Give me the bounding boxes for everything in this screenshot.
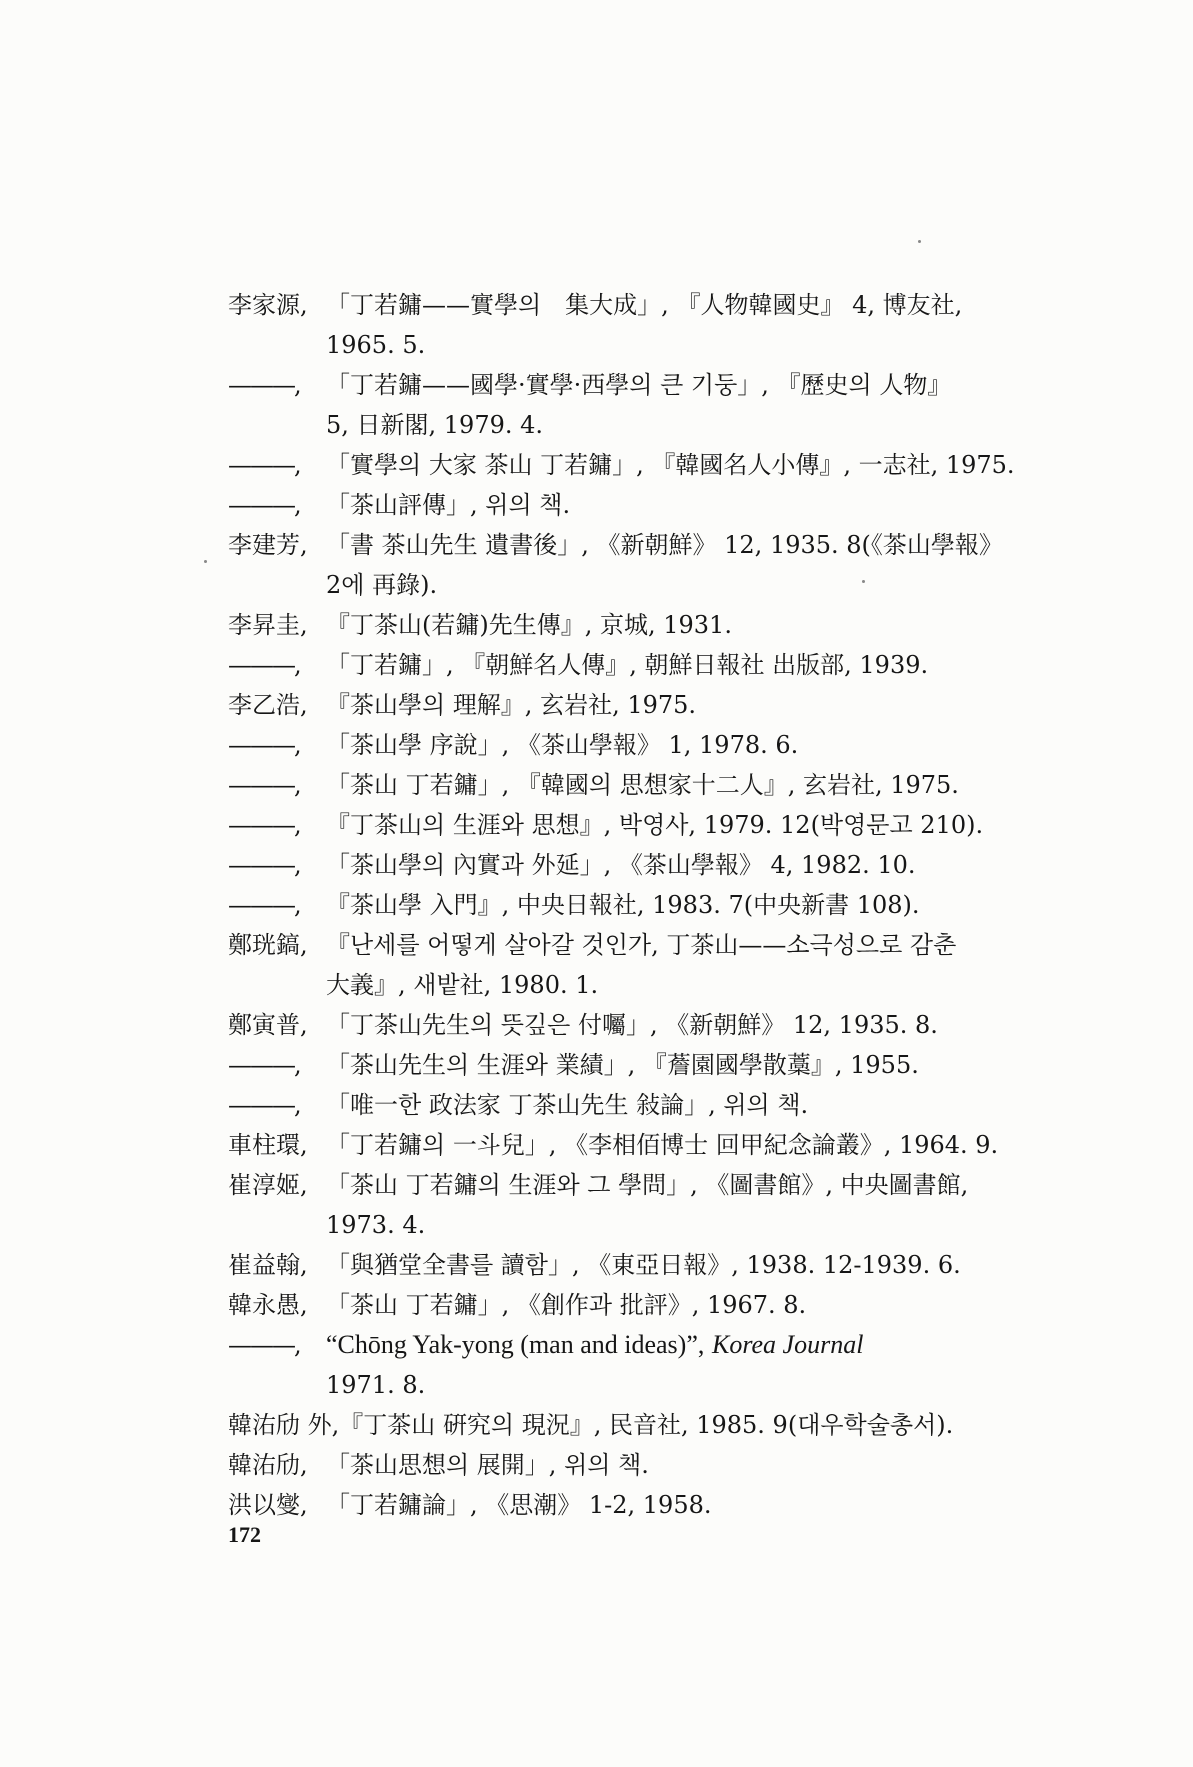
entry-continuation: 1971. 8. — [326, 1371, 426, 1399]
entry-author: 洪以燮, — [228, 1491, 308, 1519]
entry-text: 『난세를 어떻게 살아갈 것인가, 丁茶山——소극성으로 감춘 — [326, 931, 957, 959]
entry-text: 「唯一한 政法家 丁茶山先生 敍論」, 위의 책. — [326, 1091, 809, 1119]
bib-entry — [228, 1485, 1028, 1525]
entry-author: 李昇圭, — [228, 611, 308, 639]
paper-speck — [204, 560, 207, 563]
bibliography-list — [228, 285, 1028, 1525]
bib-entry — [228, 885, 1028, 925]
entry-author: 車柱環, — [228, 1131, 308, 1159]
entry-text: 「丁若鏞——國學·實學·西學의 큰 기둥」, 『歷史의 人物』 — [326, 371, 952, 399]
entry-author: 李乙浩, — [228, 691, 308, 719]
entry-text: 「與猶堂全書를 讀함」, 《東亞日報》, 1938. 12-1939. 6. — [326, 1251, 961, 1279]
entry-author-ditto: ———, — [228, 811, 300, 839]
bib-entry — [228, 1125, 1028, 1165]
entry-author: 韓㳓劤, — [228, 1451, 308, 1479]
bib-entry — [228, 685, 1028, 725]
entry-text: 「書 茶山先生 遺書後」, 《新朝鮮》 12, 1935. 8(《茶山學報》 — [326, 531, 1003, 559]
entry-text: 「丁若鏞論」, 《思潮》 1-2, 1958. — [326, 1491, 712, 1519]
entry-continuation: 2에 再錄). — [326, 571, 438, 599]
entry-text: 「丁若鏞」, 『朝鮮名人傳』, 朝鮮日報社 出版部, 1939. — [326, 651, 929, 679]
entry-author-ditto: ———, — [228, 891, 300, 919]
entry-author: 韓㳓劤 外, — [228, 1411, 340, 1439]
bib-entry — [228, 285, 1028, 365]
entry-author: 崔益翰, — [228, 1251, 308, 1279]
entry-text: 「茶山 丁若鏞의 生涯와 그 學問」, 《圖書館》, 中央圖書館, — [326, 1171, 969, 1199]
entry-continuation: 1965. 5. — [326, 331, 426, 359]
entry-author: 崔淳姬, — [228, 1171, 308, 1199]
bib-entry — [228, 365, 1028, 445]
entry-author-ditto: ———, — [228, 451, 300, 479]
bib-entry — [228, 725, 1028, 765]
bib-entry — [228, 805, 1028, 845]
entry-author-ditto: ———, — [228, 491, 300, 519]
bib-entry — [228, 925, 1028, 1005]
paper-speck — [862, 580, 865, 583]
entry-continuation: 5, 日新閣, 1979. 4. — [326, 411, 544, 439]
entry-text: 「丁若鏞——實學의 集大成」, 『人物韓國史』 4, 博友社, — [326, 291, 963, 319]
bib-entry — [228, 645, 1028, 685]
entry-text: 『丁茶山 硏究의 現況』, 民音社, 1985. 9(대우학술총서). — [339, 1411, 954, 1439]
entry-author-ditto: ———, — [228, 1331, 300, 1359]
entry-author-ditto: ———, — [228, 1051, 300, 1079]
bib-entry — [228, 605, 1028, 645]
entry-text: 「茶山學 序說」, 《茶山學報》 1, 1978. 6. — [326, 731, 799, 759]
entry-text: 『茶山學의 理解』, 玄岩社, 1975. — [326, 691, 697, 719]
entry-author-ditto: ———, — [228, 1091, 300, 1119]
bib-entry — [228, 1005, 1028, 1045]
bib-entry — [228, 525, 1028, 605]
entry-author: 李建芳, — [228, 531, 308, 559]
entry-text: 「茶山先生의 生涯와 業績」, 『薝園國學散藁』, 1955. — [326, 1051, 919, 1079]
entry-text: 「茶山評傳」, 위의 책. — [326, 491, 571, 519]
bib-entry — [228, 1445, 1028, 1485]
entry-continuation: 大義』, 새밭社, 1980. 1. — [326, 971, 599, 999]
bib-entry — [228, 1325, 1028, 1405]
bib-entry — [228, 1405, 1028, 1445]
entry-continuation: 1973. 4. — [326, 1211, 426, 1239]
paper-speck — [918, 240, 921, 243]
bib-entry — [228, 1085, 1028, 1125]
bib-entry — [228, 1245, 1028, 1285]
bib-entry — [228, 485, 1028, 525]
entry-text: 『丁茶山의 生涯와 思想』, 박영사, 1979. 12(박영문고 210). — [326, 811, 984, 839]
bib-entry — [228, 1285, 1028, 1325]
page-number: 172 — [228, 1522, 261, 1547]
entry-text: 「茶山學의 內實과 外延」, 《茶山學報》 4, 1982. 10. — [326, 851, 916, 879]
bib-entry — [228, 1165, 1028, 1245]
bib-entry — [228, 1045, 1028, 1085]
entry-author: 鄭寅普, — [228, 1011, 308, 1039]
entry-text: 「實學의 大家 茶山 丁若鏞」, 『韓國名人小傳』, 一志社, 1975. — [326, 451, 1015, 479]
bib-entry — [228, 765, 1028, 805]
entry-author: 李家源, — [228, 291, 308, 319]
journal-title: Korea Journal — [712, 1330, 864, 1359]
entry-text: 『丁茶山(若鏞)先生傳』, 京城, 1931. — [326, 611, 732, 639]
entry-text: 「茶山 丁若鏞」, 『韓國의 思想家十二人』, 玄岩社, 1975. — [326, 771, 959, 799]
entry-text: “Chōng Yak-yong (man and ideas)”, — [326, 1330, 705, 1359]
entry-author-ditto: ———, — [228, 731, 300, 759]
entry-text: 「茶山思想의 展開」, 위의 책. — [326, 1451, 649, 1479]
entry-author-ditto: ———, — [228, 651, 300, 679]
entry-text: 『茶山學 入門』, 中央日報社, 1983. 7(中央新書 108). — [326, 891, 920, 919]
entry-author-ditto: ———, — [228, 771, 300, 799]
entry-text: 「茶山 丁若鏞」, 《創作과 批評》, 1967. 8. — [326, 1291, 807, 1319]
entry-text: 「丁茶山先生의 뜻깊은 付囑」, 《新朝鮮》 12, 1935. 8. — [326, 1011, 938, 1039]
bib-entry — [228, 445, 1028, 485]
bib-entry — [228, 845, 1028, 885]
entry-text: 「丁若鏞의 一斗兒」, 《李相佰博士 回甲紀念論叢》, 1964. 9. — [326, 1131, 999, 1159]
entry-author: 鄭珖鎬, — [228, 931, 308, 959]
entry-author-ditto: ———, — [228, 371, 300, 399]
entry-author-ditto: ———, — [228, 851, 300, 879]
entry-author: 韓永愚, — [228, 1291, 308, 1319]
